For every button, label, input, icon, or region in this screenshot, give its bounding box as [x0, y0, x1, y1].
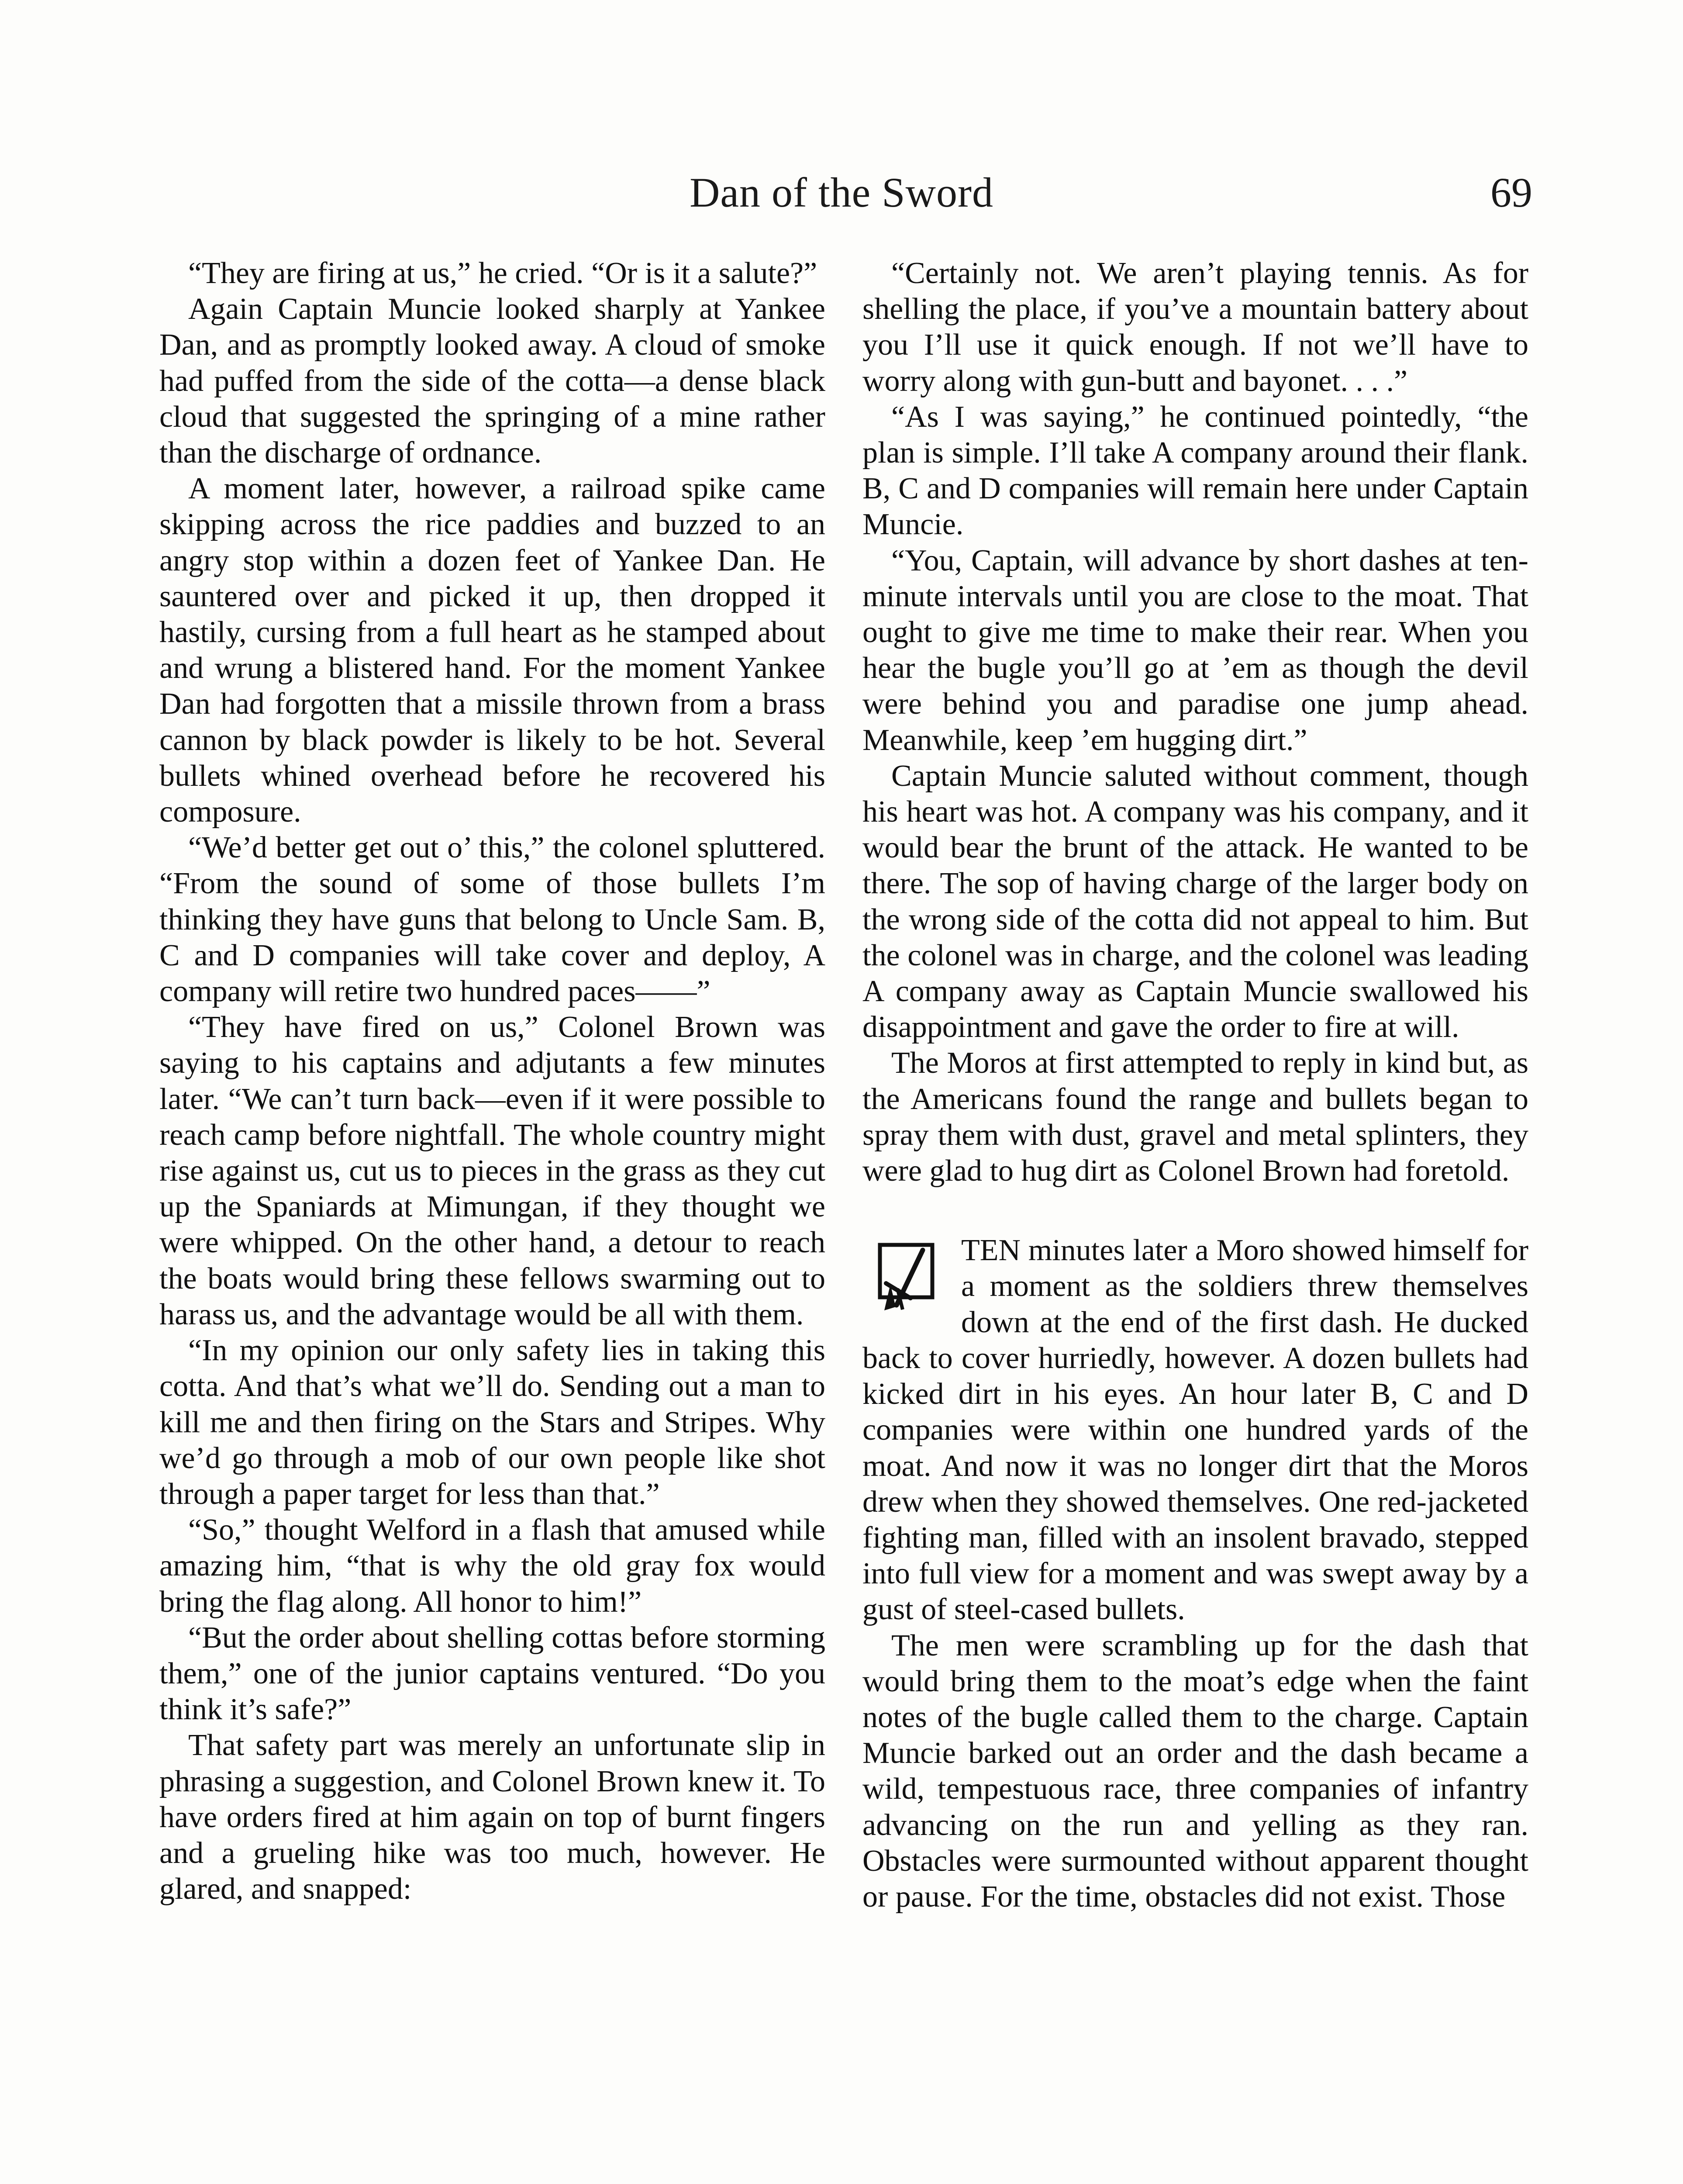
paragraph: A moment later, however, a railroad spike came skipping across the rice paddies and buzzed to an angry stop within a dozen feet of Yankee Dan. He sauntered over and picked it up, then dropped it hastily, cursing from a full heart as he stamped about and wrung a blistered hand. For the moment Yankee Dan had forgotten that a missile thrown from a brass cannon by black powder is likely to be hot. Several bullets whined overhead before he recovered his composure. — [159, 472, 825, 829]
paragraph: “They are firing at us,” he cried. “Or is it a salute?” — [188, 256, 817, 290]
paragraph: “You, Captain, will advance by short dashes at ten-minute intervals until you are close to the moat. That ought to give me time to make their rear. When you hear the bugle you’ll go at ’em as though the devil were behind you and paradise one jump ahead. Meanwhile, keep ’em hugging dirt.” — [862, 543, 1528, 757]
paragraph: Captain Muncie saluted without comment, though his heart was hot. A company was his company, and it would bear the brunt of the attack. He wanted to be there. The sop of having charge of the larger body on the wrong side of the cotta did not appeal to him. But the colonel was in charge, and the colonel was leading A company away as Captain Muncie swallowed his disappointment and gave the order to fire at will. — [862, 759, 1528, 1044]
running-head — [0, 168, 1683, 229]
paragraph: The Moros at first attempted to reply in kind but, as the Americans found the range and bullets began to spray them with dust, gravel and metal splinters, they were glad to hug dirt as Colonel Brown had foretold. — [862, 1046, 1528, 1188]
paragraph: That safety part was merely an unfortunate slip in phrasing a suggestion, and Colonel Brown knew it. To have orders fired at him again on top of burnt fingers and a grueling hike was too much, however. He glared, and snapped: — [159, 1728, 825, 1906]
section-break-text: TEN minutes later a Moro showed himself for a moment as the soldiers threw themselves down at the end of the first dash. He ducked back to cover hurriedly, however. A dozen bullets had kicked dirt in his eyes. An hour later B, C and D companies were within one hundred yards of the moat. And now it was no longer dirt that the Moros drew when they showed themselves. One red-jacketed fighting man, filled with an insolent bravado, stepped into full view for a moment and was swept away by a gust of steel-cased bullets. — [862, 1234, 1528, 1627]
section-break-paragraph — [862, 1233, 1528, 1628]
paragraph: “But the order about shelling cottas before storming them,” one of the junior captains ventured. “Do you think it’s safe?” — [159, 1621, 825, 1727]
paragraph: “Certainly not. We aren’t playing tennis. As for shelling the place, if you’ve a mountain battery about you I’ll use it quick enough. If not we’ll have to worry along with gun-butt and bayonet. . . .” — [862, 256, 1528, 398]
paragraph: The men were scrambling up for the dash that would bring them to the moat’s edge when the faint notes of the bugle called them to the charge. Captain Muncie barked out an order and the dash became a wild, tempestuous race, three companies of infantry advancing on the run and yelling as they ran. Obstacles were surmounted without apparent thought or pause. For the time, obstacles did not exist. Those — [862, 1628, 1528, 1914]
paragraph: “We’d better get out o’ this,” the colonel spluttered. “From the sound of some of those bullets I’m thinking they have guns that belong to Uncle Sam. B, C and D companies will take cover and deploy, A company will retire two hundred paces——” — [159, 831, 825, 1009]
running-title: Dan of the Sword — [690, 169, 993, 216]
left-column — [159, 256, 825, 1907]
right-column — [862, 256, 1528, 1915]
paragraph: “They have fired on us,” Colonel Brown was saying to his captains and adjutants a few minutes later. “We can’t turn back—even if it were possible to reach camp before nightfall. The whole country might rise against us, cut us to pieces in the grass as they cut up the Spaniards at Mimungan, if they thought we were whipped. On the other hand, a detour to reach the boats would bring these fellows swarming out to harass us, and the advantage would be all with them. — [159, 1010, 825, 1331]
page-number: 69 — [1490, 169, 1532, 216]
paragraph: “So,” thought Welford in a flash that amused while amazing him, “that is why the old gray fox would bring the flag along. All honor to him!” — [159, 1513, 825, 1619]
paragraph: “As I was saying,” he continued pointedly, “the plan is simple. I’ll take A company around their flank. B, C and D companies will remain here under Captain Muncie. — [862, 400, 1528, 542]
paragraph: “In my opinion our only safety lies in taking this cotta. And that’s what we’ll do. Sending out a man to kill me and then firing on the Stars and Stripes. Why we’d go through a mob of our own people like shot through a paper target for less than that.” — [159, 1334, 825, 1511]
paragraph: Again Captain Muncie looked sharply at Yankee Dan, and as promptly looked away. A cloud of smoke had puffed from the side of the cotta—a dense black cloud that suggested the springing of a mine rather than the discharge of ordnance. — [159, 292, 825, 470]
sword-dropcap-icon — [871, 1241, 945, 1315]
